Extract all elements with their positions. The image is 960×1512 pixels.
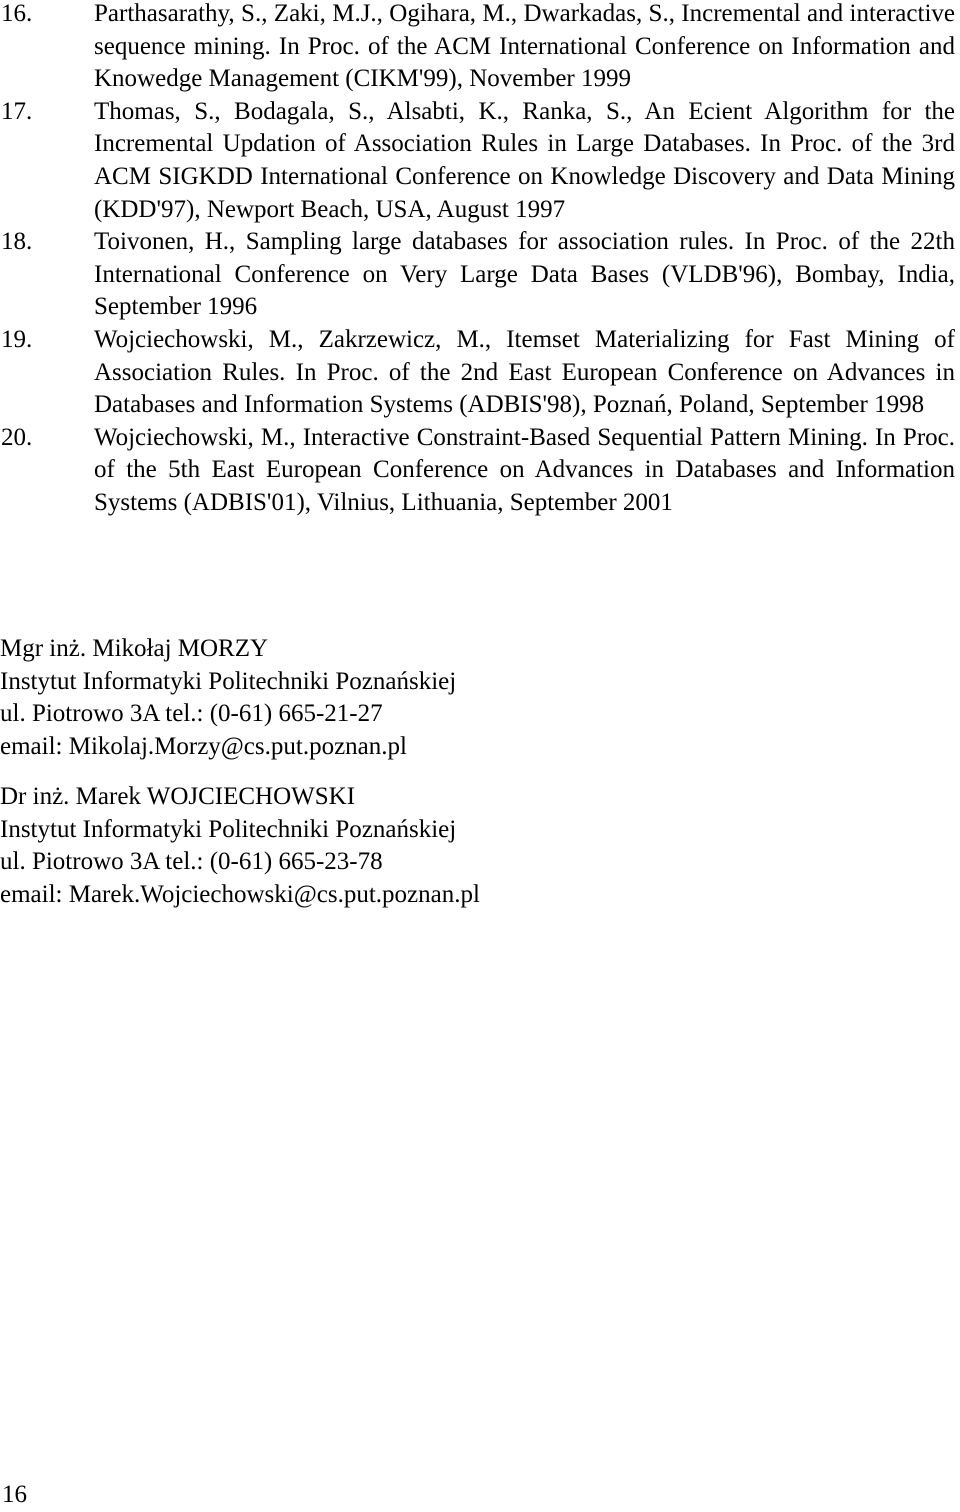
page-number: 16 bbox=[2, 1481, 27, 1508]
author-block-wojciechowski bbox=[0, 781, 600, 911]
reference-number: 20. bbox=[1, 423, 33, 451]
author-address: ul. Piotrowo 3A tel.: (0-61) 665-23-78 bbox=[0, 848, 383, 876]
author-name: Dr inż. Marek WOJCIECHOWSKI bbox=[0, 783, 356, 810]
reference-text: Parthasarathy, S., Zaki, M.J., Ogihara, M., Dwarkadas, S., Incremental and interactive sequence mining. In Proc. of the ACM International Conference on Information and Knowedge Management (CIKM'99), November 1999 bbox=[94, 0, 955, 93]
author-address: ul. Piotrowo 3A tel.: (0-61) 665-21-27 bbox=[0, 700, 383, 728]
reference-item-20 bbox=[0, 422, 955, 520]
author-institute: Instytut Informatyki Politechniki Poznańskiej bbox=[0, 667, 457, 695]
reference-list bbox=[0, 0, 955, 520]
reference-number: 16. bbox=[1, 0, 33, 27]
author-institute: Instytut Informatyki Politechniki Poznańskiej bbox=[0, 815, 457, 843]
reference-text: Thomas, S., Bodagala, S., Alsabti, K., Ranka, S., An Ecient Algorithm for the Incremental Updation of Association Rules in Large Databases. In Proc. of the 3rd ACM SIGKDD International Conference on Knowledge Discovery and Data Mining (KDD'97), Newport Beach, USA, August 1997 bbox=[94, 97, 955, 223]
reference-item-16 bbox=[0, 0, 955, 96]
author-email: email: Marek.Wojciechowski@cs.put.poznan.pl bbox=[0, 880, 480, 908]
reference-number: 18. bbox=[1, 228, 33, 256]
reference-text: Toivonen, H., Sampling large databases for association rules. In Proc. of the 22th International Conference on Very Large Data Bases (VLDB'96), Bombay, India, September 1996 bbox=[94, 228, 955, 321]
reference-item-18 bbox=[0, 226, 955, 324]
author-block-morzy bbox=[0, 633, 600, 763]
reference-text: Wojciechowski, M., Zakrzewicz, M., Itemset Materializing for Fast Mining of Association Rules. In Proc. of the 2nd East European Conference on Advances in Databases and Information Systems (ADBIS'98), Poznań, Poland, September 1998 bbox=[94, 325, 955, 419]
reference-number: 17. bbox=[1, 97, 33, 125]
reference-number: 19. bbox=[1, 325, 33, 353]
reference-item-17 bbox=[0, 96, 955, 226]
author-name: Mgr inż. Mikołaj MORZY bbox=[0, 635, 269, 662]
author-email: email: Mikolaj.Morzy@cs.put.poznan.pl bbox=[0, 732, 407, 760]
reference-text: Wojciechowski, M., Interactive Constraint-Based Sequential Pattern Mining. In Proc. of the 5th East European Conference on Advances in Databases and Information Systems (ADBIS'01), Vilnius, Lithuania, September 2001 bbox=[94, 423, 955, 516]
reference-item-19 bbox=[0, 324, 955, 422]
